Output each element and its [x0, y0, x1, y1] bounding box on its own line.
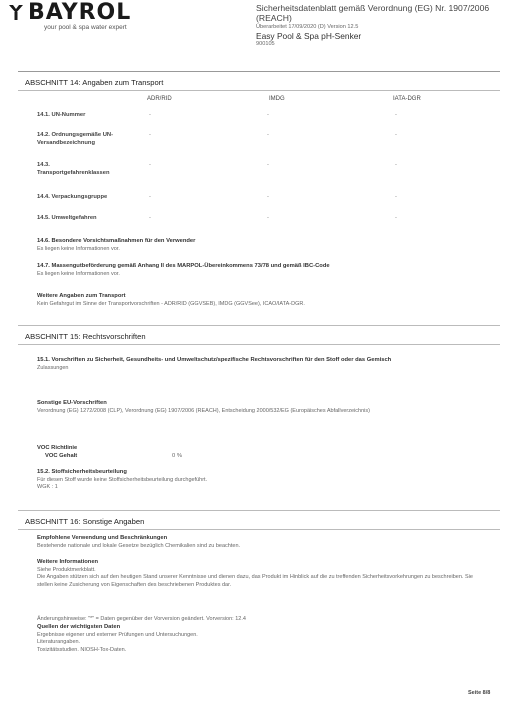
section-14-divider	[18, 90, 500, 91]
bayrol-logo-icon	[8, 4, 24, 20]
other-eu-regulations	[37, 400, 477, 415]
cell-iata: -	[395, 162, 397, 168]
brand-name: BAYROL	[28, 0, 132, 25]
cell-imdg: -	[267, 132, 269, 138]
brand-logo	[8, 0, 131, 25]
section-15-title: ABSCHNITT 15: Rechtsvorschriften	[25, 332, 146, 341]
further-information-heading: Weitere Informationen	[37, 559, 99, 565]
cell-iata: -	[395, 112, 397, 118]
section-14-title: ABSCHNITT 14: Angaben zum Transport	[25, 78, 164, 87]
row-label: 14.1. UN-Nummer	[37, 112, 86, 118]
column-header-adr: ADR/RID	[147, 96, 172, 102]
further-information-line: Siehe Produktmerkblatt.	[37, 566, 96, 573]
cell-iata: -	[395, 194, 397, 200]
marpol-heading: 14.7. Massengutbeförderung gemäß Anhang II des MARPOL-Übereinkommens 73/78 und gemäß IBC-Code	[37, 263, 330, 269]
cell-adr: -	[149, 132, 151, 138]
voc-heading: VOC Richtlinie	[37, 445, 78, 451]
cell-adr: -	[149, 112, 151, 118]
safety-assessment-text: Für diesen Stoff wurde keine Stoffsicherheitsbeurteilung durchgeführt.	[37, 476, 208, 483]
cell-iata: -	[395, 132, 397, 138]
chemical-safety-assessment	[37, 469, 492, 492]
document-header	[0, 0, 510, 68]
header-divider	[18, 71, 500, 72]
data-sources	[37, 624, 492, 654]
cell-imdg: -	[267, 112, 269, 118]
cell-iata: -	[395, 215, 397, 221]
data-sources-line: Ergebnisse eigener und externer Prüfungen und Untersuchungen.	[37, 631, 198, 638]
row-label: 14.3. Transportgefahrenklassen	[37, 162, 110, 176]
row-label: 14.2. Ordnungsgemäße UN-Versandbezeichnung	[37, 132, 114, 146]
eu-regulations-heading: Sonstige EU-Vorschriften	[37, 400, 107, 406]
further-transport-text: Kein Gefahrgut im Sinne der Transportvorschriften - ADR/RID (GGVSEB), IMDG (GGVSee), ICAO/IATA-DGR.	[37, 300, 305, 307]
change-notes-text: Änderungshinweise: "*" = Daten gegenüber der Vorversion geändert. Vorversion: 12.4	[37, 616, 246, 622]
cell-adr: -	[149, 162, 151, 168]
wgk-text: WGK : 1	[37, 484, 58, 490]
cell-imdg: -	[267, 162, 269, 168]
marpol-text: Es liegen keine Informationen vor.	[37, 270, 120, 277]
section-16-divider-top	[18, 510, 500, 511]
data-sources-line: Literaturangaben.	[37, 639, 81, 645]
recommended-use	[37, 535, 492, 550]
row-label: 14.4. Verpackungsgruppe	[37, 194, 108, 200]
header-info	[256, 3, 506, 47]
section-15-divider-top	[18, 325, 500, 326]
voc-value: 0 %	[172, 452, 182, 459]
transport-precautions	[37, 238, 497, 253]
cell-adr: -	[149, 194, 151, 200]
data-sources-line: Toxizitätsstudien. NIOSH-Tox-Daten.	[37, 646, 127, 653]
row-label: 14.5. Umweltgefahren	[37, 215, 97, 221]
revision-info: Überarbeitet 17/09/2020 (D) Version 12.5	[256, 24, 359, 30]
document-title: Sicherheitsdatenblatt gemäß Verordnung (EG) Nr. 1907/2006 (REACH)	[256, 3, 490, 23]
voc-label: VOC Gehalt	[45, 452, 78, 459]
further-transport-info	[37, 293, 497, 308]
regulations-heading: 15.1. Vorschriften zu Sicherheit, Gesundheits- und Umweltschutz/spezifische Rechtsvorschriften für den Stoff oder das Gemisch	[37, 357, 392, 363]
recommended-use-text: Bestehende nationale und lokale Gesetze bezüglich Chemikalien sind zu beachten.	[37, 542, 241, 549]
further-transport-heading: Weitere Angaben zum Transport	[37, 293, 126, 299]
precautions-heading: 14.6. Besondere Vorsichtsmaßnahmen für den Verwender	[37, 238, 196, 244]
cell-adr: -	[149, 215, 151, 221]
section-16-title: ABSCHNITT 16: Sonstige Angaben	[25, 517, 145, 526]
column-header-imdg: IMDG	[269, 96, 285, 102]
column-header-iata: IATA-DGR	[393, 96, 421, 102]
product-code: 900105	[256, 41, 275, 47]
voc-row	[37, 453, 237, 461]
change-notes	[37, 616, 492, 624]
recommended-use-heading: Empfohlene Verwendung und Beschränkungen	[37, 535, 168, 541]
regulations-specific	[37, 357, 492, 372]
product-name: Easy Pool & Spa pH-Senker	[256, 31, 362, 41]
page-number: Seite 8/8	[468, 690, 491, 696]
eu-regulations-text: Verordnung (EG) 1272/2008 (CLP), Verordnung (EG) 1907/2006 (REACH), Entscheidung 2000/532/EG (Europäisches Abfallverzeichnis)	[37, 407, 370, 414]
section-16-divider	[18, 529, 500, 530]
section-15-divider	[18, 344, 500, 345]
regulations-text: Zulassungen	[37, 364, 69, 371]
brand-tagline: your pool & spa water expert	[44, 24, 127, 31]
data-sources-heading: Quellen der wichtigsten Daten	[37, 624, 121, 630]
cell-imdg: -	[267, 194, 269, 200]
marpol-transport	[37, 263, 497, 278]
further-information-text: Die Angaben stützen sich auf den heutigen Stand unserer Kenntnisse und dienen dazu, das Produkt im Hinblick auf die zu treffenden Sicherheitsvorkehrungen zu beschreiben. Sie stellen keine Zusicherung von Eigenschaften des beschriebenen Produktes dar.	[37, 574, 473, 588]
safety-assessment-heading: 15.2. Stoffsicherheitsbeurteilung	[37, 469, 127, 475]
cell-imdg: -	[267, 215, 269, 221]
voc-directive	[37, 445, 237, 460]
further-information	[37, 559, 475, 589]
precautions-text: Es liegen keine Informationen vor.	[37, 245, 120, 252]
